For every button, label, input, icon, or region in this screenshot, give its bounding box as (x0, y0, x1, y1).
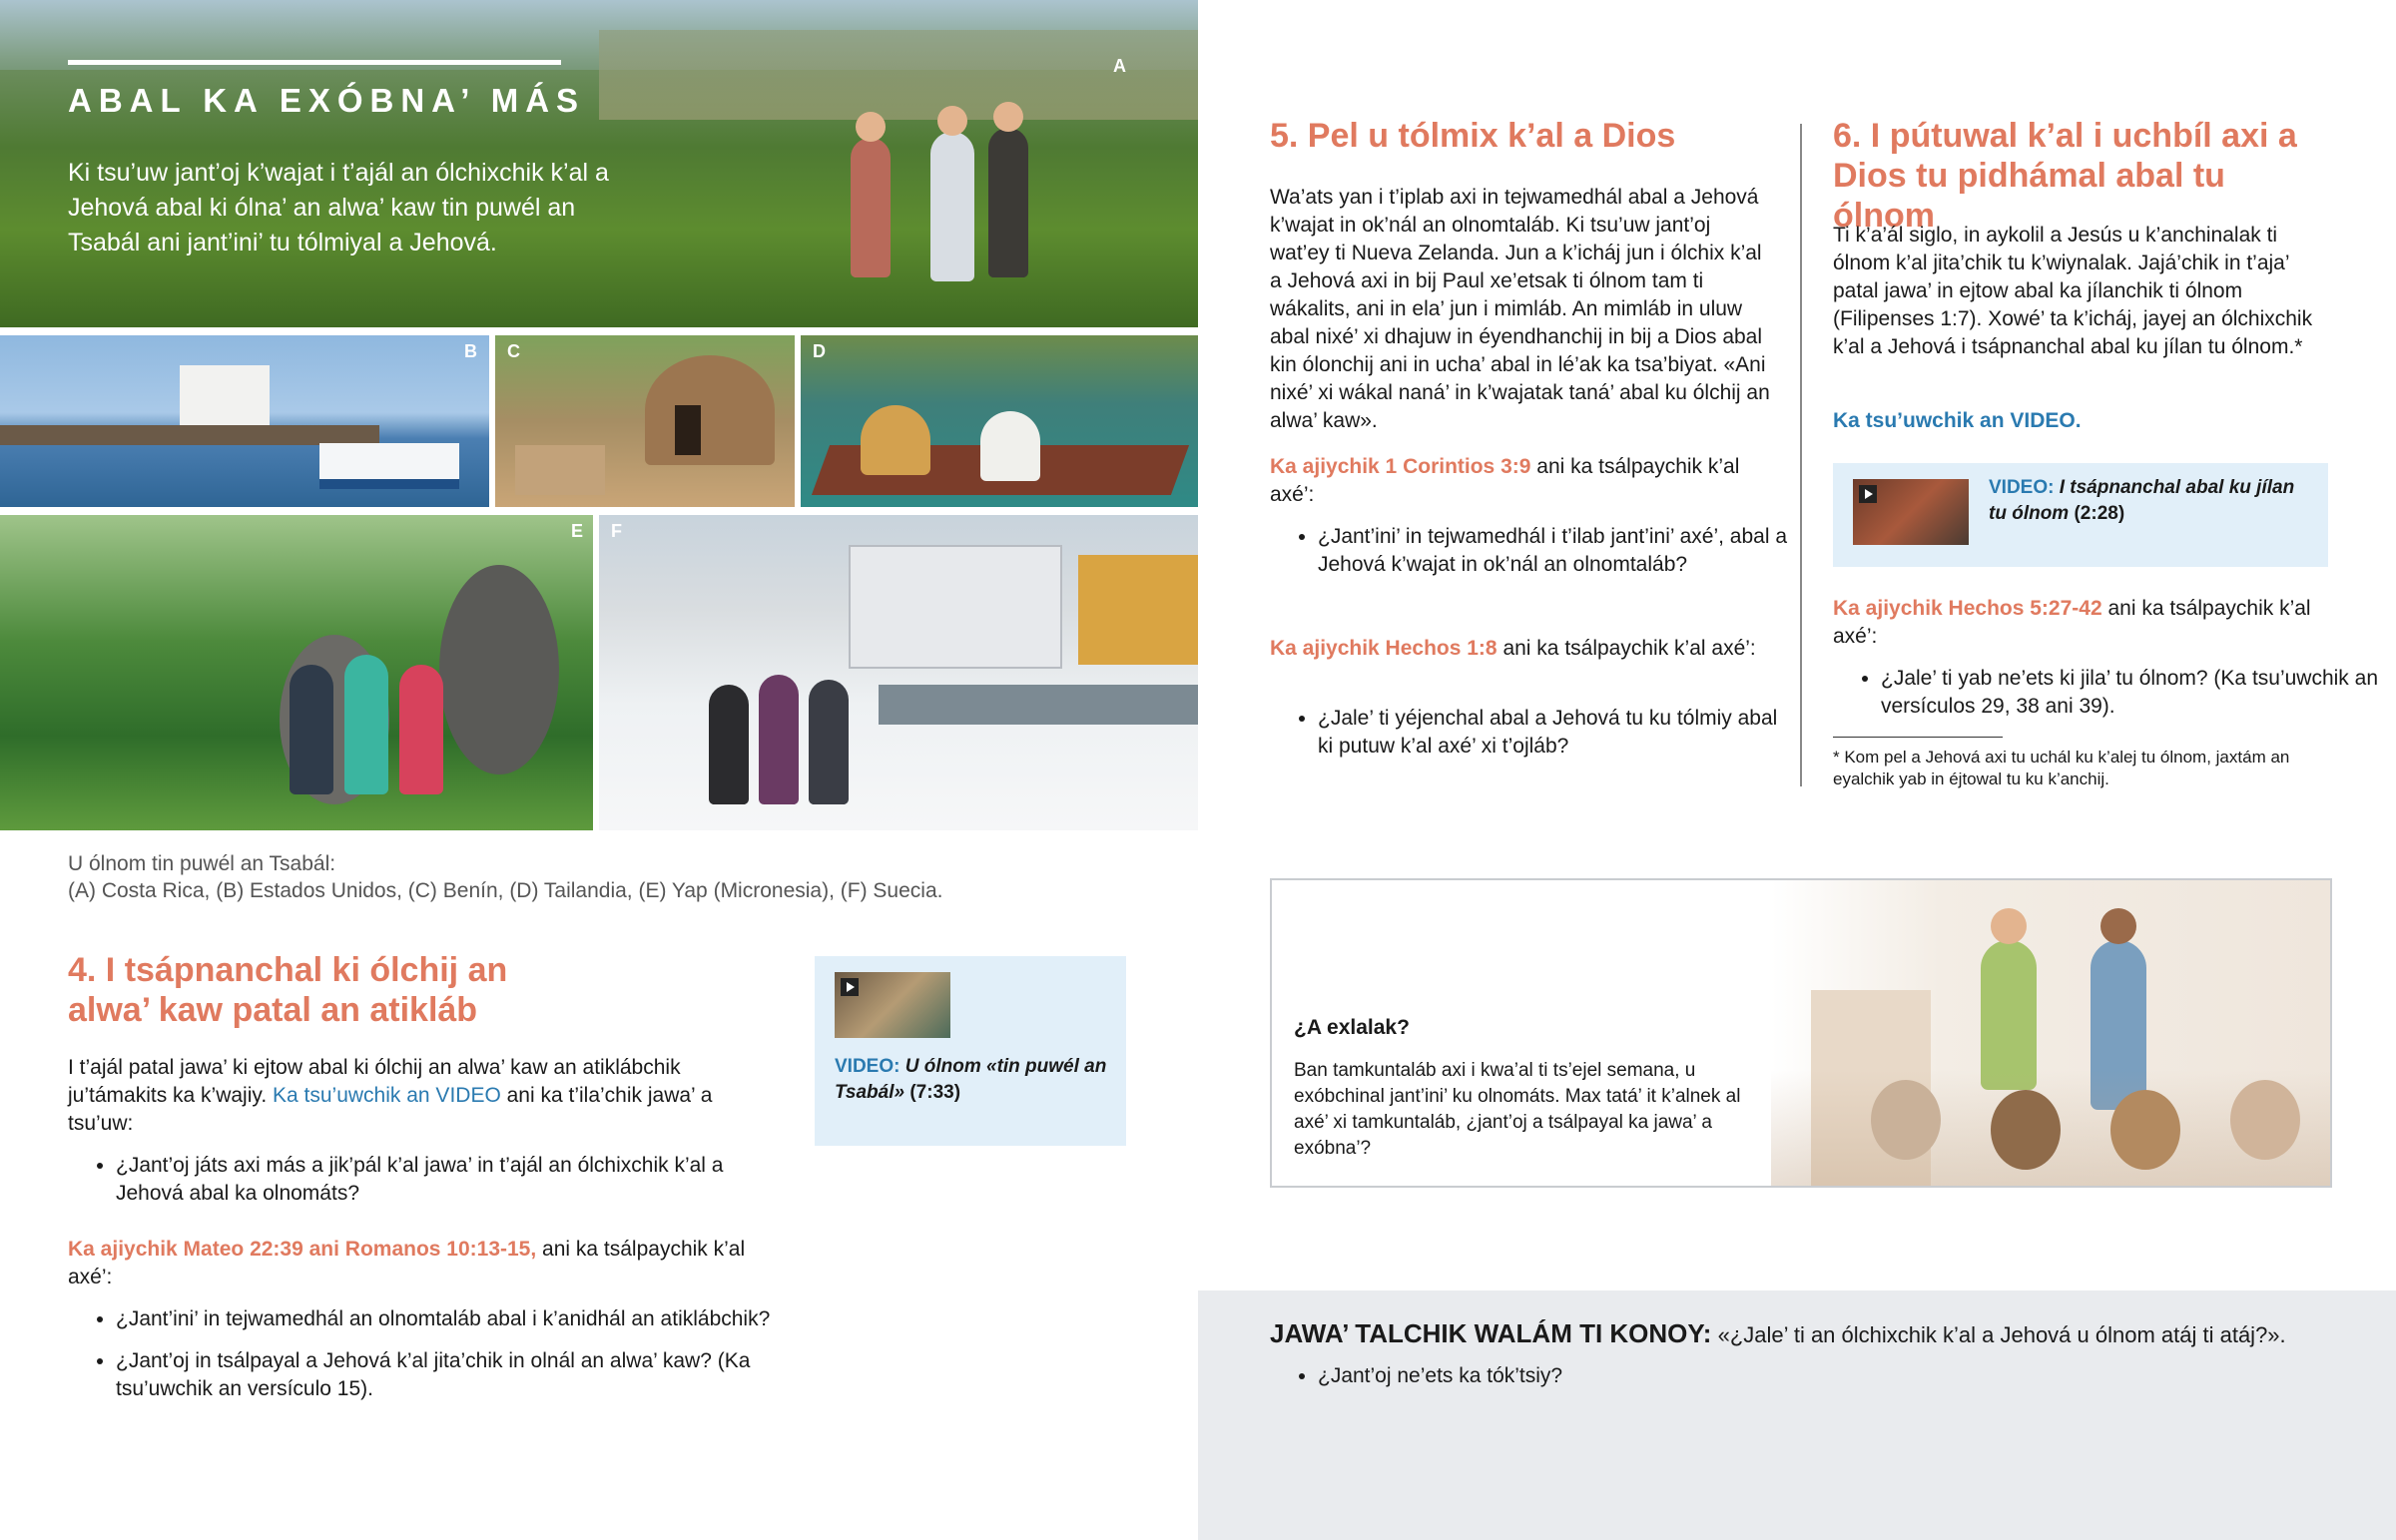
reading-instruction: ani ka tsálpaychik k’al axé’: (1833, 597, 2311, 648)
question-item: • ¿Jant’oj in tsálpayal a Jehová k’al jita’chik in olnál an alwa’ kaw? (Ka tsu’uwchik an versículo 15). (116, 1347, 835, 1403)
question-item: • ¿Jant’ini’ in tejwamedhál i t’ilab jant’ini’ axé’, abal a Jehová k’wajat in ok’nál an olnomtaláb? (1318, 523, 1797, 579)
section-5-questions-2 (1270, 705, 1797, 774)
section-4-reading (68, 1236, 767, 1291)
hero-title: ABAL KA EXÓBNA’ MÁS (68, 82, 586, 119)
person-head (2100, 908, 2136, 944)
question-item: • ¿Jant’oj ne’ets ka tók’tsiy? (1318, 1362, 2316, 1390)
stone-money (439, 565, 559, 774)
section-4-intro (68, 1054, 767, 1138)
person-figure (851, 138, 891, 277)
summary-text: «¿Jale’ ti an ólchixchik k’al a Jehová u ólnom atáj ti atáj?». (1717, 1322, 2286, 1347)
video-label[interactable] (1989, 475, 2308, 527)
reading-instruction: ani ka tsálpaychik k’al axé’: (68, 1238, 746, 1288)
person-figure (1981, 940, 2037, 1090)
boathouse (180, 365, 270, 425)
scripture-reference[interactable]: Ka ajiychik Mateo 22:39 ani Romanos 10:13-15, (68, 1238, 537, 1261)
section-6-video-link[interactable]: Ka tsu’uwchik an VIDEO. (1833, 409, 2082, 432)
hero-text: Ki tsu’uw jant’oj k’wajat i t’ajál an ólchixchik k’al a Jehová abal ki ólna’ an alwa’ kaw tin puwél an Tsabál ani jant’ini’ tu tólmiyal a Jehová. (68, 159, 609, 257)
person-figure (709, 685, 749, 804)
section-5-reading-1 (1270, 453, 1771, 509)
video-time: (7:33) (909, 1082, 961, 1103)
white-house (849, 545, 1062, 669)
audience-head (1871, 1080, 1941, 1160)
did-you-know-box (1270, 878, 2332, 1188)
meeting-illustration (1771, 880, 2330, 1186)
pier (0, 425, 379, 445)
section-6-footnote: * Kom pel a Jehová axi tu uchál ku k’alej tu ólnom, jaxtám an eyalchik yab in éjtowal tu ku k’anchij. (1833, 748, 2290, 788)
scripture-reference[interactable]: Ka ajiychik Hechos 1:8 (1270, 637, 1498, 660)
caption-line-1: U ólnom tin puwél an Tsabál: (68, 852, 336, 875)
person-figure (290, 665, 333, 794)
video-thumbnail[interactable] (1853, 479, 1969, 545)
person-figure (399, 665, 443, 794)
video-time: (2:28) (2074, 503, 2125, 524)
audience-head (2230, 1080, 2300, 1160)
summary-questions (1270, 1362, 2316, 1404)
yellow-house (1078, 555, 1198, 665)
caption-line-2: (A) Costa Rica, (B) Estados Unidos, (C) Benín, (D) Tailandia, (E) Yap (Micronesia), (F) Suecia. (68, 879, 943, 902)
video-thumbnail[interactable] (835, 972, 950, 1038)
play-icon[interactable] (1859, 485, 1877, 503)
photo-sweden (599, 515, 1198, 830)
person-figure (759, 675, 799, 804)
summary-question (1270, 1318, 2368, 1350)
section-6-questions (1833, 665, 2380, 735)
photo-letter-e: E (570, 521, 583, 541)
summary-label: JAWA’ TALCHIK WALÁM TI KONOY: (1270, 1318, 1712, 1348)
summary-panel (1198, 1290, 2396, 1540)
video-label[interactable] (835, 1054, 1114, 1106)
section-5-heading: 5. Pel u tólmix k’al a Dios (1270, 117, 1676, 155)
section-4-questions-1 (68, 1152, 795, 1222)
question-item: • ¿Jant’oj játs axi más a jik’pál k’al jawa’ in t’ajál an ólchixchik k’al a Jehová abal ka olnomáts? (116, 1152, 795, 1208)
audience-head (2110, 1090, 2180, 1170)
section-6-body: Ti k’a’ál siglo, in aykolil a Jesús u k’anchinalak ti ólnom k’al jita’chik tu k’wiynalak. Jajá’chik in t’aja’ patal jawa’ in ejtow abal ka jílanchik ti ólnom (Filipenses 1:7). Xowé’ ta k’icháj, jayej an ólchixchik k’al a Jehová i tsápnanchal abal ku jílan tu ólnom.* (1833, 224, 2313, 358)
video-tag: VIDEO: (835, 1056, 900, 1077)
boat (319, 443, 459, 489)
photo-united-states (0, 335, 489, 507)
person-head (1991, 908, 2027, 944)
hero-rule (68, 60, 561, 65)
vendor (861, 405, 930, 475)
person-head (856, 112, 886, 142)
person-figure (930, 132, 974, 281)
canal (879, 685, 1198, 725)
hut (645, 355, 775, 465)
photo-benin (495, 335, 795, 507)
person-figure (344, 655, 388, 794)
video-title: U ólnom «tin puwél an Tsabál» (835, 1056, 1107, 1103)
section-6-reading (1833, 595, 2332, 651)
section-4-intro-text-2: ani ka t’ila’chik jawa’ a tsu’uw: (68, 1084, 713, 1135)
audience-head (1991, 1090, 2061, 1170)
scripture-reference[interactable]: Ka ajiychik 1 Corintios 3:9 (1270, 455, 1531, 478)
video-title: I tsápnanchal abal ku jílan tu ólnom (1989, 477, 2295, 524)
person-figure (809, 680, 849, 804)
section-4-video-link[interactable]: Ka tsu’uwchik an VIDEO (273, 1084, 501, 1107)
section-4-questions-2 (68, 1305, 835, 1417)
section-4-intro-text: I t’ajál patal jawa’ ki ejtow abal ki ólchij an alwa’ kaw an atiklábchik ju’támakits ka k’wajiy. (68, 1056, 681, 1107)
play-icon[interactable] (841, 978, 859, 996)
section-5-reading-2 (1270, 635, 1771, 663)
photo-letter-a: A (1113, 56, 1126, 76)
reading-instruction: ani ka tsálpaychik k’al axé’: (1270, 455, 1740, 506)
person-figure (988, 128, 1028, 277)
visitor (980, 411, 1040, 481)
section-6-heading: 6. I pútuwal k’al i uchbíl axi a Dios tu pidhámal abal tu ólnom (1833, 117, 2297, 235)
photo-letter-c: C (507, 341, 520, 361)
video-box-section-4[interactable] (815, 956, 1126, 1146)
section-5-body: Wa’ats yan i t’iplab axi in tejwamedhál abal a Jehová k’wajat in ok’nál an olnomtaláb. Ki tsu’uw jant’oj wat’ey ti Nueva Zelanda. Jun a k’icháj jun i ólchix k’al a Jehová axi in bij Paul xe’etsak ti ólnom tam ti wákalits, ani in ela’ jun i mimláb. An mimláb in uluw abal nixé’ xi dhajuw in éyendhanchij in bij a Dios abal kin ólonchij ani in ucha’ abal in lé’ak ka tsa’biyat. «Ani nixé’ xi wákal naná’ in k’wajatak taná’ abal ku ólchij an alwa’ kaw». (1270, 186, 1770, 432)
photo-thailand (801, 335, 1198, 507)
hero-town (599, 30, 1198, 120)
footnote-rule (1833, 737, 2003, 738)
photo-yap (0, 515, 593, 830)
column-divider (1800, 124, 1802, 786)
photo-letter-b: B (464, 341, 477, 361)
question-item: • ¿Jale’ ti yéjenchal abal a Jehová tu ku tólmiy abal ki putuw k’al axé’ xi t’ojláb? (1318, 705, 1797, 761)
question-item: • ¿Jant’ini’ in tejwamedhál an olnomtaláb abal i k’anidhál an atiklábchik? (116, 1305, 835, 1333)
well (515, 445, 605, 495)
photo-letter-d: D (813, 341, 826, 361)
person-head (993, 102, 1023, 132)
photo-caption (68, 850, 1166, 904)
hut-door (675, 405, 701, 455)
hero-photo-costa-rica (0, 0, 1198, 327)
photo-letter-f: F (611, 521, 622, 541)
section-5-questions-1 (1270, 523, 1797, 593)
video-tag: VIDEO: (1989, 477, 2055, 498)
person-head (937, 106, 967, 136)
section-4-heading: 4. I tsápnanchal ki ólchij an alwa’ kaw patal an atikláb (68, 951, 508, 1029)
did-you-know-title: ¿A exlalak? (1294, 1016, 1410, 1039)
question-item: • ¿Jale’ ti yab ne’ets ki jila’ tu ólnom? (Ka tsu’uwchik an versículos 29, 38 ani 39). (1881, 665, 2380, 721)
did-you-know-text: Ban tamkuntaláb axi i kwa’al ti ts’ejel semana, u exóbchinal jant’ini’ ku olnomáts. Max tatá’ it k’alnek al axé’ xi tamkuntaláb, ¿jant’oj a tsálpayal ka jawa’ a exóbna’? (1294, 1060, 1741, 1159)
reading-instruction: ani ka tsálpaychik k’al axé’: (1502, 637, 1756, 660)
video-box-section-6[interactable] (1833, 463, 2328, 567)
scripture-reference[interactable]: Ka ajiychik Hechos 5:27-42 (1833, 597, 2102, 620)
